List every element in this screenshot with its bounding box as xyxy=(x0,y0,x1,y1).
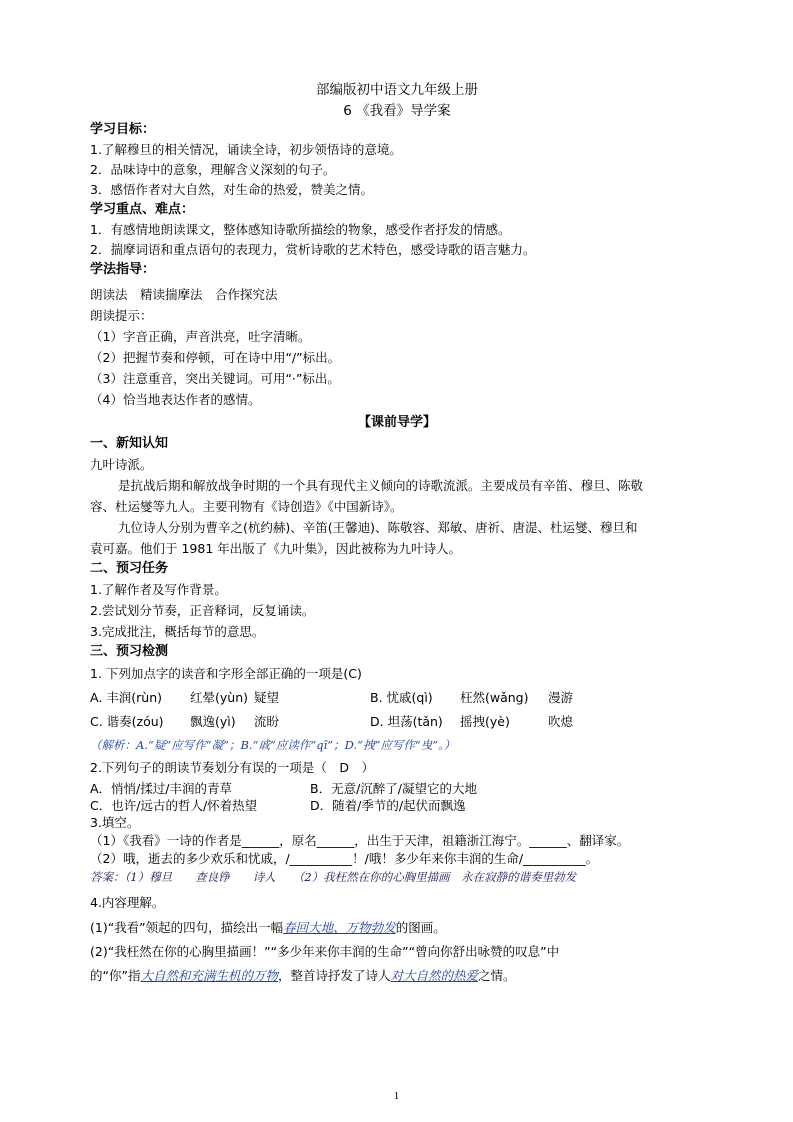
option-word: 流盼 xyxy=(254,714,280,729)
task-item: 2.尝试划分节奏，正音释词，反复诵读。 xyxy=(90,603,315,618)
goal-item: 3．感悟作者对大自然，对生命的热爱，赞美之情。 xyxy=(90,182,373,197)
section1-heading: 一、新知认知 xyxy=(90,436,169,451)
document-body xyxy=(90,120,704,988)
task-item: 3.完成批注，概括每节的意思。 xyxy=(90,624,265,639)
question-3-part: （2）哦，逝去的多少欢乐和忧戚，/__________！/哦！多少年来你丰润的生命/__________。 xyxy=(90,851,599,866)
question-4-part xyxy=(90,916,704,940)
lesson-title: 6 《我看》导学案 xyxy=(343,103,451,119)
task-item: 1.了解作者及写作背景。 xyxy=(90,582,227,597)
option-word: 吹熄 xyxy=(548,714,574,729)
question-4-part: (2)“我枉然在你的心胸里描画！”“多少年来你丰润的生命”“曾向你舒出咏赞的叹息”中 xyxy=(90,944,560,959)
question-4-part xyxy=(90,964,704,988)
paragraph-line: 是抗战后期和解放战争时期的一个具有现代主义倾向的诗歌流派。主要成员有辛笛、穆旦、陈敬 xyxy=(118,478,644,493)
option-sentence: A．悄悄/揉过/丰润的青草 xyxy=(90,781,232,796)
q1-options-row xyxy=(90,686,704,710)
question-2: 2.下列句子的朗读节奏划分有误的一项是（ D ） xyxy=(90,760,375,775)
option-sentence: D．随着/季节的/起伏而飘逸 xyxy=(310,798,466,813)
option-sentence: C．也许/远古的哲人/怀着热望 xyxy=(90,798,258,813)
option-word: 漫游 xyxy=(548,690,574,705)
paragraph-line: 容、杜运燮等九人。主要刊物有《诗创造》《中国新诗》。 xyxy=(90,499,403,514)
keypoint-item: 2．揣摩词语和重点语句的表现力，赏析诗歌的艺术特色，感受诗歌的语言魅力。 xyxy=(90,242,536,257)
q1-analysis: （解析：A.“疑”应写作“凝”；B.“戚”应读作“qī”；D.“拽”应写作“曳”。） xyxy=(90,738,456,752)
section2-heading: 二、预习任务 xyxy=(90,561,169,576)
option-word: 摇拽(yè) xyxy=(460,714,510,729)
method-line: 朗读法 精读揣摩法 合作探究法 xyxy=(90,287,278,302)
option-word: B. 忧戚(qì) xyxy=(370,690,433,705)
goal-item: 1.了解穆旦的相关情况，诵读全诗，初步领悟诗的意境。 xyxy=(90,142,402,157)
option-word: 红晕(yùn) xyxy=(190,690,248,705)
paragraph-line: 袁可嘉。他们于 1981 年出版了《九叶集》，因此被称为九叶诗人。 xyxy=(90,541,462,556)
option-word: D. 坦荡(tǎn) xyxy=(370,714,443,729)
option-word: A. 丰润(rùn) xyxy=(90,690,163,705)
preview-section-heading: 【课前导学】 xyxy=(357,415,436,430)
q4-answer: 春回大地、万物勃发 xyxy=(283,920,396,935)
q1-options-row xyxy=(90,710,704,734)
q4-text: (1)“我看”领起的四句，描绘出一幅 xyxy=(90,920,284,935)
option-word: 枉然(wǎng) xyxy=(460,690,529,705)
reading-tips-heading: 朗读提示： xyxy=(90,308,153,323)
goal-item: 2．品味诗中的意象，理解含义深刻的句子。 xyxy=(90,162,336,177)
q4-text: ，整首诗抒发了诗人 xyxy=(277,968,391,983)
page-number: 1 xyxy=(393,1090,400,1102)
option-word: 飘逸(yì) xyxy=(190,714,236,729)
option-sentence: B．无意/沉醉了/凝望它的大地 xyxy=(310,781,477,796)
section3-heading: 三、预习检测 xyxy=(90,644,169,659)
reading-tip: （4）恰当地表达作者的感情。 xyxy=(90,392,261,407)
keypoints-heading: 学习重点、难点： xyxy=(90,202,195,217)
question-4: 4.内容理解。 xyxy=(90,895,165,910)
question-3: 3.填空。 xyxy=(90,815,140,830)
q4-text: 之情。 xyxy=(478,968,516,983)
section1-subtitle: 九叶诗派。 xyxy=(90,457,153,472)
document-title: 部编版初中语文九年级上册 xyxy=(316,82,478,98)
q4-answer: 对大自然的热爱 xyxy=(390,968,478,983)
q4-text: 的图画。 xyxy=(395,920,446,935)
goals-heading: 学习目标： xyxy=(90,122,156,137)
q4-text: 的“你”指 xyxy=(90,968,141,983)
reading-tip: （2）把握节奏和停顿，可在诗中用“/”标出。 xyxy=(90,350,341,365)
q2-options-row xyxy=(90,797,704,814)
reading-tip: （3）注意重音，突出关键词。可用“·”标出。 xyxy=(90,371,340,386)
keypoint-item: 1．有感情地朗读课文，整体感知诗歌所描绘的物象，感受作者抒发的情感。 xyxy=(90,222,511,237)
question-3-part: （1）《我看》一诗的作者是______，原名______，出生于天津，祖籍浙江海宁。______、翻译家。 xyxy=(90,833,630,848)
paragraph-line: 九位诗人分别为曹辛之(杭约赫)、辛笛(王馨迪)、陈敬容、郑敏、唐祈、唐湜、杜运燮、穆旦和 xyxy=(118,520,638,535)
question-1: 1. 下列加点字的读音和字形全部正确的一项是(C) xyxy=(90,666,362,681)
q4-answer: 大自然和充满生机的万物 xyxy=(140,968,278,983)
option-word: 疑望 xyxy=(254,690,280,705)
reading-tip: （1）字音正确，声音洪亮，吐字清晰。 xyxy=(90,329,311,344)
option-word: C. 谐奏(zóu) xyxy=(90,714,164,729)
method-heading: 学法指导： xyxy=(90,262,156,277)
q2-options-row xyxy=(90,780,704,797)
q3-answer: 答案：（1）穆旦 查良铮 诗人 （2）我枉然在你的心胸里描画 永在寂静的谐奏里勃发 xyxy=(90,870,577,884)
